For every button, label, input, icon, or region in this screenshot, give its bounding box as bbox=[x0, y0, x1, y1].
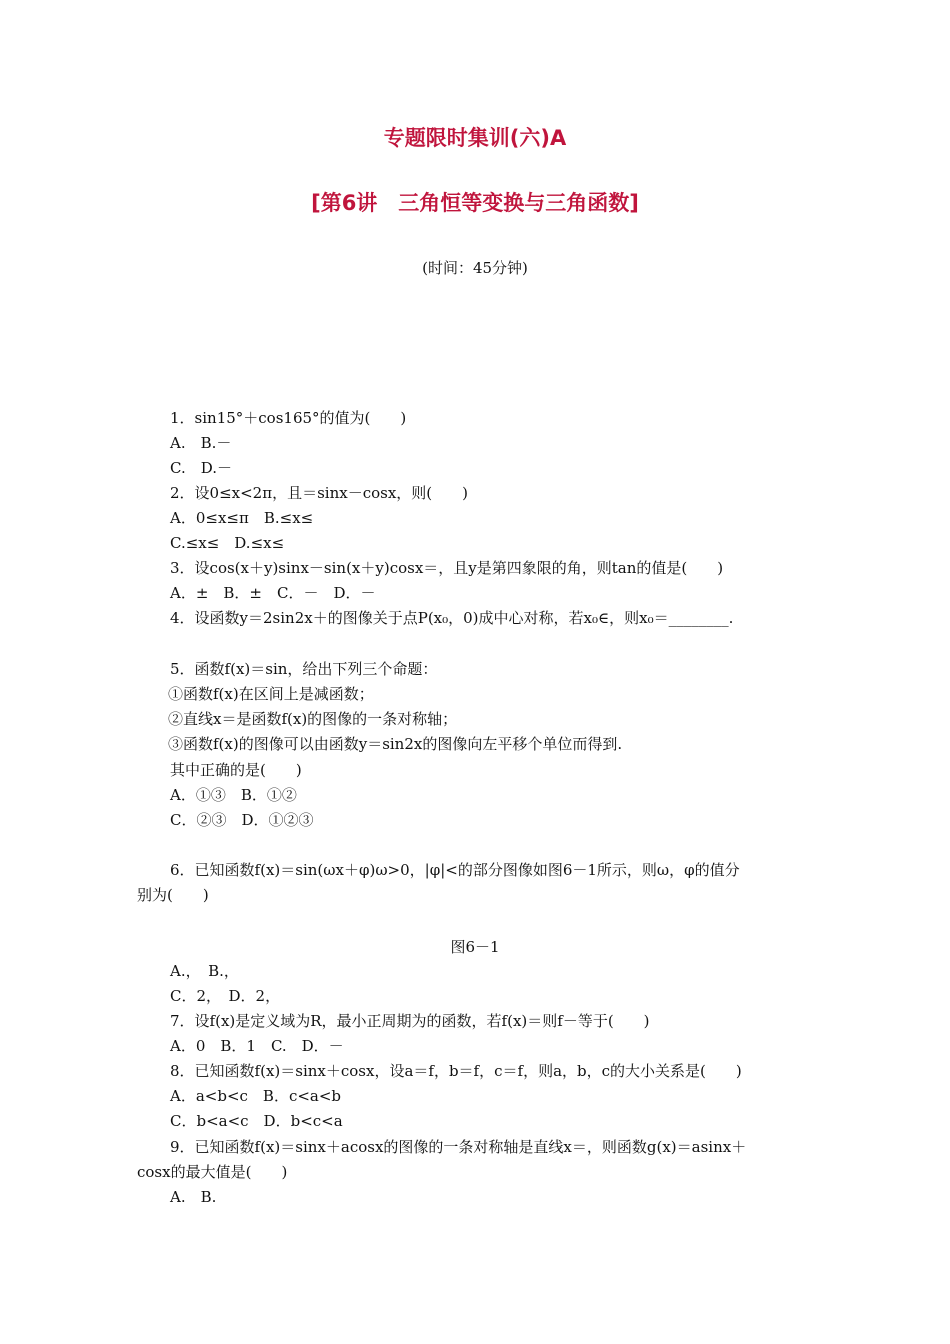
q4-stem: 4．设函数y＝2sin2x＋的图像关于点P(x₀，0)成中心对称，若x₀∈，则x₀＝________. bbox=[170, 609, 734, 627]
q5-options-ab: A．①③ B．①② bbox=[170, 786, 297, 804]
q6-stem: 6．已知函数f(x)＝sin(ωx＋φ)ω>0，|φ|<的部分图像如图6－1所示，则ω，φ的值分 bbox=[170, 861, 740, 879]
figure-caption: 图6－1 bbox=[450, 938, 500, 956]
q2-options-cd: C.≤x≤ D.≤x≤ bbox=[170, 534, 285, 552]
q5-statement-3: ③函数f(x)的图像可以由函数y＝sin2x的图像向左平移个单位而得到. bbox=[168, 735, 623, 753]
q5-statement-1: ①函数f(x)在区间上是减函数； bbox=[168, 685, 374, 703]
q2-options-ab: A．0≤x≤π B.≤x≤ bbox=[170, 509, 314, 527]
q6-options-ab: A.， B.， bbox=[170, 962, 239, 980]
q9-options-ab: A. B. bbox=[170, 1188, 217, 1206]
page-subtitle: [第6讲 三角恒等变换与三角函数] bbox=[311, 191, 639, 215]
q7-stem: 7．设f(x)是定义域为R，最小正周期为的函数，若f(x)＝则f－等于( ) bbox=[170, 1012, 650, 1030]
q9-stem-continued: cosx的最大值是( ) bbox=[137, 1163, 288, 1181]
q3-stem: 3．设cos(x＋y)sinx－sin(x＋y)cosx＝，且y是第四象限的角，则tan的值是( ) bbox=[170, 559, 724, 577]
q3-options: A．± B．± C．－ D．－ bbox=[170, 584, 376, 602]
time-note: (时间：45分钟) bbox=[422, 259, 528, 277]
q5-stem: 5．函数f(x)＝sin，给出下列三个命题： bbox=[170, 660, 438, 678]
q2-stem: 2．设0≤x<2π，且＝sinx－cosx，则( ) bbox=[170, 484, 468, 502]
q9-stem: 9．已知函数f(x)＝sinx＋acosx的图像的一条对称轴是直线x＝，则函数g(x)＝asinx＋ bbox=[170, 1138, 747, 1156]
q1-options-cd: C. D.－ bbox=[170, 459, 232, 477]
q1-options-ab: A. B.－ bbox=[170, 434, 232, 452]
page-title: 专题限时集训(六)A bbox=[383, 126, 567, 150]
q8-stem: 8．已知函数f(x)＝sinx＋cosx，设a＝f，b＝f，c＝f，则a，b，c的大小关系是( ) bbox=[170, 1062, 742, 1080]
q8-options-cd: C．b<a<c D．b<c<a bbox=[170, 1112, 343, 1130]
q5-options-cd: C．②③ D．①②③ bbox=[170, 811, 314, 829]
q7-options: A．0 B．1 C. D．－ bbox=[170, 1037, 344, 1055]
q6-options-cd: C．2， D．2， bbox=[170, 987, 281, 1005]
q1-stem: 1．sin15°＋cos165°的值为( ) bbox=[170, 409, 407, 427]
q8-options-ab: A．a<b<c B．c<a<b bbox=[170, 1087, 342, 1105]
q5-statement-2: ②直线x＝是函数f(x)的图像的一条对称轴； bbox=[168, 710, 458, 728]
q6-stem-continued: 别为( ) bbox=[137, 886, 209, 904]
q5-question: 其中正确的是( ) bbox=[170, 761, 302, 779]
